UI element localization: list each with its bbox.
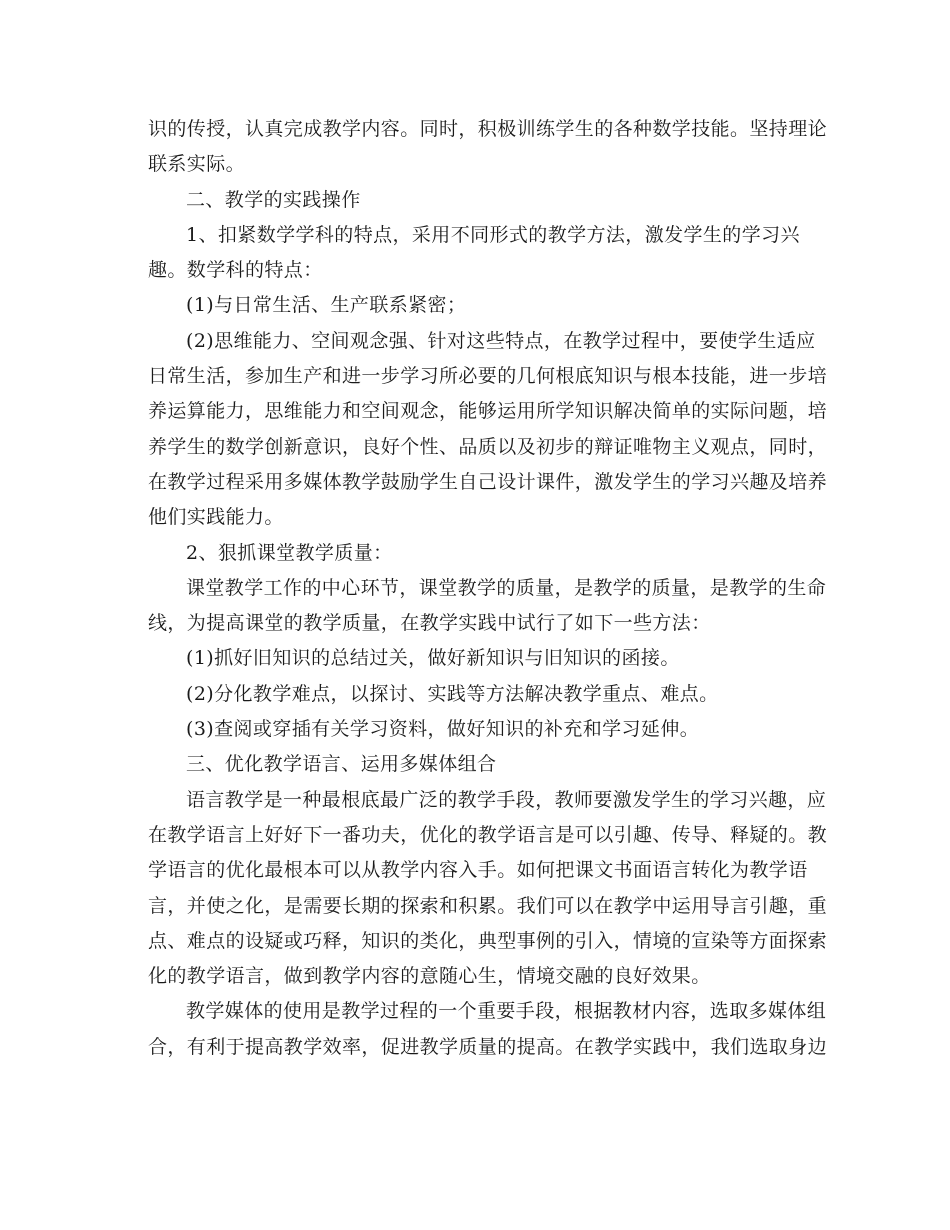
paragraph [148,571,827,606]
text-line: 线，为提高课堂的教学质量，在教学实践中试行了如下一些方法： [148,612,711,635]
text-line: 在教学语言上好好下一番功夫，优化的教学语言是可以引趣、传导、释疑的。教 [148,823,828,846]
text-line: 联系实际。 [148,153,246,176]
text-line: 养学生的数学创新意识，良好个性、品质以及初步的辩证唯物主义观点，同时， [148,435,828,458]
text-line: 语言教学是一种最根底最广泛的教学手段，教师要激发学生的学习兴趣，应 [186,788,827,811]
text-line: 识的传授，认真完成教学内容。同时，积极训练学生的各种数学技能。坚持理论 [148,118,828,140]
text-line: 1、扣紧数学学科的特点，采用不同形式的教学方法，激发学生的学习兴 [186,223,800,246]
text-line: (2)思维能力、空间观念强、针对这些特点，在教学过程中，要使学生适应 [186,329,816,352]
text-line: 点、难点的设疑或巧释，知识的类化，典型事例的引入，情境的宣染等方面探索 [148,929,828,952]
document-body [148,112,828,1065]
list-item [148,641,808,676]
text-line: 日常生活，参加生产和进一步学习所必要的几何根底知识与根本技能，进一步培 [148,365,828,388]
section-heading [148,183,808,218]
list-item [148,288,808,323]
text-line: (1)与日常生活、生产联系紧密； [186,294,467,317]
paragraph [148,112,828,183]
paragraph-continuation [148,1030,828,1065]
text-line: 2、狠抓课堂教学质量： [186,541,393,564]
paragraph-continuation [148,253,808,288]
text-line: 言，并使之化，是需要长期的探索和积累。我们可以在教学中运用导言引趣，重 [148,894,828,917]
paragraph [148,994,827,1029]
text-line: 合，有利于提高教学效率，促进教学质量的提高。在教学实践中，我们选取身边 [148,1035,828,1058]
text-line: (3)查阅或穿插有关学习资料，做好知识的补充和学习延伸。 [186,718,700,741]
text-line: 趣。数学科的特点： [148,259,323,282]
text-line: 教学媒体的使用是教学过程的一个重要手段，根据教材内容，选取多媒体组 [186,1000,827,1023]
text-line: 学语言的优化最根本可以从教学内容入手。如何把课文书面语言转化为教学语 [148,859,808,882]
paragraph [148,783,827,818]
list-item [148,677,808,712]
text-line: (1)抓好旧知识的总结过关，做好新知识与旧知识的函接。 [186,647,680,670]
text-line: 课堂教学工作的中心环节，课堂教学的质量，是教学的质量，是教学的生命 [186,576,827,599]
text-line: 化的教学语言，做到教学内容的意随心生，情境交融的良好效果。 [148,965,711,988]
paragraph-continuation [148,818,828,994]
paragraph [148,218,808,253]
section-heading [148,536,808,571]
list-item [148,712,808,747]
text-line: (2)分化教学难点，以探讨、实践等方法解决教学重点、难点。 [186,682,719,705]
text-line: 在教学过程采用多媒体教学鼓励学生自己设计课件，激发学生的学习兴趣及培养 [148,470,828,493]
text-line: 他们实践能力。 [148,506,284,529]
paragraph-continuation [148,359,828,535]
text-line: 养运算能力，思维能力和空间观念，能够运用所学知识解决简单的实际问题，培 [148,400,828,423]
list-item [148,324,816,359]
text-line: 三、优化教学语言、运用多媒体组合 [186,753,497,776]
paragraph-continuation [148,606,808,641]
section-heading [148,747,808,782]
text-line: 二、教学的实践操作 [186,188,361,211]
